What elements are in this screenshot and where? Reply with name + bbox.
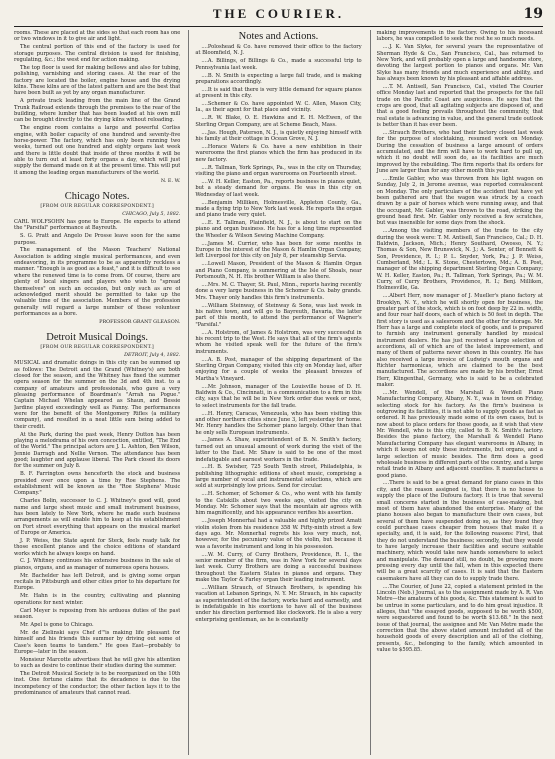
paragraph: At the Park, during the past week, Henry Dutton has been playing a melodrama of his own concoction, entitled, "The End of the World." The principal actors are J. L. Ashton, Ben Wilson, Jennie Darragh and Nellie Vernon. The attendance has been good; laughter and applause liberal. The Park closed its doors for the summer on July 8. — [14, 431, 181, 470]
paragraph: Monsieur Marcotte advertises that he will give his attention to such as desire to continue their studies during the summer. — [14, 656, 181, 670]
column-middle — [188, 30, 361, 755]
paragraph: Mr. Bachelder has left Detroit, and is giving some organ recitals in Pittsburgh and other cities prior to his departure for Europe. — [14, 572, 181, 592]
news-item: ....E. E. Tallman, Plainfield, N. J., is about to start on the piano and organ business. He has for a long time represented the Wheeler & Wilson Sewing Machine Company. — [195, 220, 362, 239]
news-item: ....R. W. Blake, O. E. Hawkins and E. H. McEwen, of the Sterling Organ Company, are at Scheme Beach, Mass. — [195, 115, 362, 128]
paragraph: C. J. Whitney continues his extensive business in the sale of pianos, organs, and as manager of numerous opera houses. — [14, 558, 181, 571]
paragraph: MUSICAL and dramatic doings in this city can be summed up as follows: The Detroit and the Grand (Whitney's) are both closed for the season, and the Whitney has fixed the summer opera season for the summer on the 3d and 4th inst. to a company of amateurs and professionals, who gave a very pleasing performance of Boardman's "Arrah na Pogue." Captain Michael Whelan appeared as Shaun, and Bessie Jardine played exceedingly well as Fanny. The performances were for the benefit of the Montgomery Rifles (a military company), and resulted in a neat little sum being added to their credit. — [14, 360, 181, 430]
news-item: ....James M. Currier, who has been for some months in Europe in the interest of the Mason & Hamlin Organ Company, left Liverpool for this city on July 8, per steamship Servia. — [195, 240, 362, 260]
paragraph: The central portion of this end of the factory is used for storage purposes. The central division is used for finishing, regulating, &c.; the west end for action making. — [14, 44, 181, 63]
paragraph: S. G. Pratt and Angelo De Prosse leave soon for the same purpose. — [14, 233, 181, 246]
news-item: ....There is said to be a great demand for piano cases in this city, and the reason assigned is, that there is no house to supply the place of the Dufoura factory. It is true that several small concerns started in the business of case-making, but most of them have abandoned the enterprise. Many of the piano houses also began to manufacture their own cases, but several of them have suspended doing so, as they found they could purchase cases cheaper from houses that make it a specialty, and, it is said, for the following reasons: First, that they do not understand the business; secondly, that they would to have largely increase their facilities and secure suitable machinery, which would take new hands somewhere to select and manipulate. The demand still, no doubt, be growing more pressing every day until the fall, when in this expected there will be a great scarcity of cases. It is said that the Eastern casemakers have all they can do to supply trade there. — [376, 480, 543, 582]
detroit-source-line: [FROM OUR REGULAR CORRESPONDENT.] — [40, 345, 154, 351]
news-item: ....H. Henry, Caracas, Venezuela, who has been visiting this and other northern cities since June 3, left yesterday for home. Mr. Henry handles the Schomer piano largely. Other than that he only sells European instruments. — [195, 410, 362, 436]
paragraph: B. F. Farrington owns henceforth the stock and business presided over once upon a time by Roe Stephens. The establishment will be known as the "Roe Stephens' Music Company." — [14, 471, 181, 497]
paragraph: Mr. de Zielinski says Chef d'"is making life pleasant for himself and his friends this summer by driving out some of Case's keen teams to tandem." He goes East—probably to Europe—later in the season. — [14, 629, 181, 655]
paragraph: Mr. Apel is gone to Chicago. — [20, 621, 94, 628]
signature: PROFESSOR GRANT GLEASON. — [99, 318, 181, 325]
news-item: ....H. B. Swisher, 725 South Tenth street, Philadelphia, is publishing lithographic editions of sheet music, comprising a large number of vocal and instrumental selections, which are sold at surprisingly low prices. Send for circular. — [195, 464, 362, 490]
chicago-notes-heading: Chicago Notes. — [64, 190, 130, 202]
news-item: ....Mrs. M. C. Thayer, St. Paul, Minn., reports having recently done a very large business in the Schomer & Co. baby grands. Mrs. Thayer only handles this firm's instruments. — [195, 282, 362, 301]
news-item: ....W. M. Curry, of Curry Brothers, Providence, R. I., the senior member of the firm, was in New York for several days last week. Curry Brothers are doing a successful business throughout the Eastern States in pianos and organs. They make the Taylor & Farley organ their leading instrument. — [195, 551, 362, 584]
chicago-dateline: CHICAGO, July 5, 1882. — [122, 211, 181, 217]
news-item: ....R. Tallman, York Springs, Pa., was in the city on Thursday, visiting the piano and organ warerooms on Fourteenth street. — [195, 164, 362, 177]
news-item: ....It is said that there is very little demand for square pianos at present in this city. — [195, 86, 362, 100]
news-item: ....Strauch Brothers, who had their factory closed last week for the purpose of stocktaking, resumed work on Monday. During the cessation of business a large amount of orders accumulated, and the firm will have to work hard to pull up, which it no doubt will soon do, as its facilities are much improved by the rebuilding. The firm reports that its orders for June are larger than for any other month this year. — [376, 129, 543, 174]
news-item: ....William Steinway, of Steinway & Sons, was last week in his native town, and will go to Bayreuth, Bavaria, the latter part of this month, to attend the performance of Wagner's "Parsifal." — [195, 302, 362, 328]
news-item: ....James A. Shaw, superintendent of B. N. Smith's factory, turned out an unusual amount of work during the visit of the latter to the East. Mr. Shaw is said to be one of the most indefatigable and earnest workers in the trade. — [195, 437, 362, 463]
paragraph: Charles Bolin, successor to C. J. Whitney's good will, good name and large sheet music and small instrument business, has been lately to New York, where he made such business arrangements as will enable him to keep at his establishment on Fort street everything that appears on the musical market of Europe or America. — [14, 498, 181, 536]
news-item: ....B. N. Smith is expecting a large fall trade, and is making preparations accordingly. — [195, 72, 362, 85]
column-right — [370, 30, 543, 755]
news-item: ....The Courier, of June 22, copied a statement printed in the Lincoln (Neb.) Journal, as to the assignment made by A. R. Van Metre—the amateurs of his goods, &c. This statement is said to be untrue in some particulars, and to do him great injustice. It alleges, that "the essayed goods, supposed to be worth $500, were sequestered and found to be worth $13.68." In the next issue of that journal, the assignee and Mr. Van Metre made the correction that the above stated amount included all of the household goods of every description and all of the clothing, presents, &c., belonging to the family, which amounted in value to $595.85. — [376, 583, 543, 653]
detroit-dateline: DETROIT, July 4, 1882. — [124, 353, 181, 359]
news-item: ....Mr. Wendell, of the Marshall & Wendell Piano Manufacturing Company, Albany, N. Y., was in town on Friday, selecting stock for his factory. As the firm's business is outgrowing its facilities, it is not able to supply goods as fast as ordered. It has previously made some of its own cases, but is now about to place orders for those goods, as it wish that view Mr. Wendell, who is this city, called to B. N. Smith's factory. Besides the piano factory, the Marshall & Wendell Piano Manufacturing Company has elegant warerooms in Albany, in which it keeps not only these instruments, but organs, and a large selection of music besides. The firm does a good wholesale business in different parts of the country, and a large retail trade in Albany and adjacent counties. It manufactures a good piano. — [376, 390, 543, 479]
paragraph: The engine room contains a large and powerful Corliss engine, with boiler capacity of one hundred and seventy-five horse-power. The factory, which has only been running two weeks, turned out one hundred and eighty organs last week and there is little doubt that inside of three months it will be able to turn out at least forty organs a day, which will just supply the demand made on it at the present time. This will put it among the leading organ manufacturers of the world. — [14, 125, 181, 176]
columns — [14, 30, 543, 755]
news-item: ....Albert Herr, now manager of J. Mueller's piano factory at Brooklyn, N. Y., which he will shortly open for business, the greater part of the stock, which is on foot deep by 22 in. width, and four rear half doors, each of which is 50 feet in depth. The first story is used as a salesroom and the other for storage. Mr. Herr has a large and complete stock of goods, and is prepared to furnish any instrument generally handled by musical instrument dealers. He has just received a large selection of accordions, all of which are of the latest improvement, and many of them of patterns never shown in this country. He has also received a large invoice of Ludwig's mouth organs and Richter harmonicas, which are claimed to be the best manufactured. The accordions are made by his brother, Ernst Herr, Klingenthal, Germany, who is said to be a celebrated maker. — [376, 293, 543, 389]
news-item: ....Lowell Mason, President of the Mason & Hamlin Organ and Piano Company, is summering at the Isle of Shoals, near Portsmouth, N. H. His brother William is also there. — [195, 261, 362, 281]
paragraph: A private track leading from the main line of the Grand Trunk Railroad extends through the premises to the rear of the building, where lumber that has been loaded at his own mill can be brought directly to the drying kilns without reloading. — [14, 98, 181, 124]
masthead — [14, 6, 543, 27]
news-item: ....Among the visiting members of the trade to the city during the week were: T. M. Antisell, San Francisco, Cal.; D. H. Baldwin, Jackson, Mich.; Henry Southard, Owosso, N. Y.; Thomas & Son, New Brunswick, N. J.; A. Senter, of Bennett & Son, Providence, R. I.; P. L. Snyder, York, Pa.; J. P. Weiss, Cumberland, Md.; L. K. Stone, Chestertown, Md.; A. B. Post, manager of the shipping department Sterling Organ Company; W. H. Keller, Easton, Pa.; R. Tallman, York Springs, Pa.; W. M. Curry, of Curry Brothers, Providence, R. I.; Benj. Milliken, Holmesville, Ga. — [376, 228, 543, 292]
paragraph: Mr. Hahn is in the country, cultivating and planning operations for next winter. — [14, 593, 181, 606]
news-item: ....Poloshead & Co. have removed their office to the factory at Bloomfield, N. J. — [195, 44, 362, 57]
news-item: ....A. Billings, of Billings & Co., made a successful trip to Pennsylvania last week. — [195, 58, 362, 71]
paragraph: The management of the Mason Teachers' National Association is adding single musical performances, and even endeavoring, in its programme to be as apparently reckless a manner. "Enough is as good as a feast," and it is difficult to see where the renewed time is to come from. Of course, there are plenty of local singers and players who wish to "spread themselves" on such an occasion, but only such as are of acknowledged merit should be permitted to take up the valuable time of the association. Members of the profession generally will regard a large number of these volunteer performances as a bore. — [14, 247, 181, 317]
column-left — [14, 30, 180, 755]
page-number: 19 — [523, 6, 543, 22]
news-item: ....William Strauch, of Strauch Brothers, is spending his vacation at Lebanon Springs, N. Y. Mr. Strauch, in his capacity as superintendent of the factory, works hard and earnestly, and is indefatigable in his exertions to have all of the business under his direction performed like clockwork. He is also a very enterprising gentleman, as he is constantly — [195, 585, 362, 623]
news-item: ....H. Schomer, of Schomer & Co., who went with his family to the Catskills about two weeks ago, visited the city on Monday. Mr. Schomer says that the mountain air agrees with him magnificently, and his appearance verifies his assertion. — [195, 491, 362, 517]
signature: N. E. W. — [160, 177, 181, 184]
news-item: ....T. M. Antisell, San Francisco, Cal., visited The Courier office Monday last and reported that the prospects for the fall trade on the Pacific Coast are auspicious. He says that the crops are good, that all agitating subjects are disposed of, and that a good feeling prevails throughout the community, that real estate is advancing in value, and the general trade outlook is better than it has ever been. — [376, 83, 543, 128]
news-item: ....J. K. Van Slyke, for several years the representative of Sherman Hyde & Co., San Francisco, Cal., has returned to New York, and will probably open a large and handsome store, devoting the largest portion to pianos and organs. Mr. Van Slyke has many friends and much experience and ability, and has always been known by his pleasant and affable address. — [376, 44, 543, 82]
detroit-heading: Detroit Musical Doings. — [46, 332, 149, 344]
publication-title: THE COURIER. — [212, 6, 345, 21]
paragraph: Carl Meyer is reposing from his arduous duties of the past season. — [14, 607, 181, 620]
paragraph: J. P. Weiss, the State agent for Steck, feels ready talk for those excellent pianos and the choice editions of standard works which he always keeps on hand. — [14, 537, 181, 557]
news-item: ....Schemer & Co. have appointed W. C. Allen, Mason City, Ia., as their agent for that place and vicinity. — [195, 101, 362, 114]
paragraph: The top floor is used for making bellows and also for tubing, polishing, varnishing and storing cases. At the rear of the factory are located the boiler, engine house and the drying kilns. These kilns are of the latest pattern and are the best that have been built as yet by any organ manufacturer. — [14, 64, 181, 97]
news-item: ....Mr. Johnson, manager of the Louisville house of D. H. Baldwin & Co., Cincinnati, in a communication to a firm in this city, says that he will be in New York order due week or next, to select instruments for the fall trade. — [195, 383, 362, 409]
news-item: ....Joseph Monnerhal had a valuable and highly prized Amati violin stolen from his residence 358 W. Fifty-ninth street a few days ago. Mr. Monnerhal regrets his loss very much, not, however, for the pecuniary value of the violin, but because it was a favorite instrument and long in his possession. — [195, 518, 362, 550]
news-item: ....A. Holstrom, of James & Holstrom, was very successful in his recent trip to the West. He says that all of the firm's agents whom he visited speak well for the future of the firm's instruments. — [195, 329, 362, 355]
notes-and-actions-heading: Notes and Actions. — [238, 31, 319, 42]
news-item: ....Horace Waters & Co. have a new exhibition in their warerooms the first pianos which the firm has produced in its new factory. — [195, 143, 362, 163]
news-item: ....Jas. Hough, Paterson, N. J., is quietly enjoying himself with his family at their cottage in Ocean Grove, N. J. — [195, 129, 362, 143]
paragraph: The Detroit Musical Society is to be reorganized on the 10th inst. One fortune claims that its decadence is due to the incompetency of the conductor; the other faction lays it to the predominance of amateurs that cannot read. — [14, 671, 181, 697]
factory-article — [14, 30, 180, 184]
paragraph: CARL WOLFSOHN has gone to Europe. He expects to attend the "Parsifal" performance at Bayreuth. — [14, 218, 181, 232]
news-item: ....Emile Gabler, who was thrown from his light wagon on Sunday, July 2, in Jerome avenue, was reported convalescent on Monday. The only particulars of the accident that have yet been gathered are that the wagon was struck by a coach drawn by a pair of horses which were running away, and that the occupant, Mr. Gabler, was thrown to the road, striking the ground head first. Mr. Gabler only received a few scratches, but was insensible for some days from the shock. — [376, 175, 543, 227]
paragraph: rooms. These are placed at the sides so that each room has one or two windows in it to give air and light. — [14, 30, 181, 43]
chicago-source-line: [FROM OUR REGULAR CORRESPONDENT.] — [40, 203, 154, 209]
news-item: ....A. B. Post, manager of the shipping department of the Sterling Organ Company, visited this city on Monday last, after enjoying for a couple of weeks the pleasant breezes of Martha's Vineyard. — [195, 356, 362, 382]
news-item: ....Benjamin Milliken, Holmesville, Appleton County, Ga., made a flying trip to New York last week. He reports the organ and piano trade very quiet. — [195, 199, 362, 219]
news-item: ....W. H. Keller, Easton, Pa., reports business in pianos quiet, but a steady demand for organs. He was in this city on Wednesday of last week. — [195, 178, 362, 198]
news-item: making improvements in the factory. Owing to his incessant labors, he was compelled to seek the rest he so much needs. — [376, 30, 543, 43]
